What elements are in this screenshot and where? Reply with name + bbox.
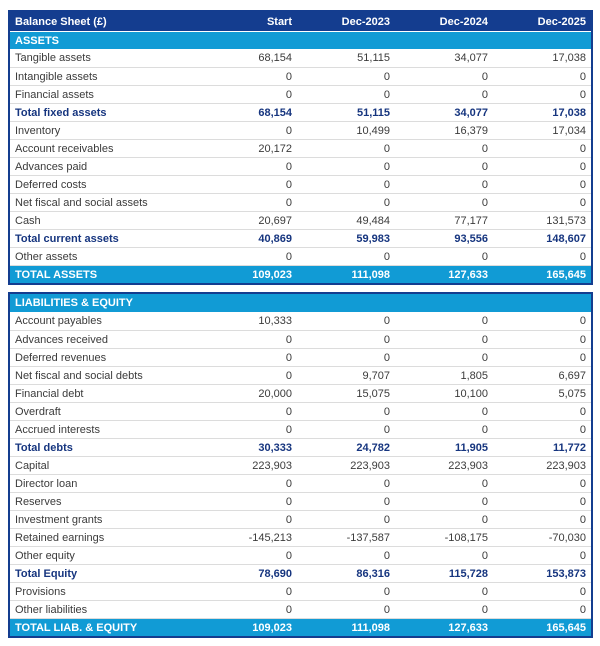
cell-value: 0: [383, 549, 390, 562]
section-title: LIABILITIES & EQUITY: [15, 297, 133, 309]
row-label: Net fiscal and social assets: [15, 196, 148, 209]
cell-value: 0: [383, 585, 390, 598]
section-title: ASSETS: [15, 34, 60, 47]
cell-value: 0: [579, 549, 586, 562]
row-label: Provisions: [15, 585, 66, 598]
cell-value: 0: [579, 477, 586, 490]
column-header-start: Start: [266, 15, 292, 28]
cell-value: 0: [383, 333, 390, 346]
row-label: Deferred revenues: [15, 351, 107, 364]
cell-value: 0: [579, 250, 586, 263]
cell-value: 17,038: [552, 106, 586, 119]
table-row-intangible-assets: [10, 67, 591, 85]
table-row-total-debts: [10, 438, 591, 456]
liabilities-equity-rows: [10, 312, 591, 636]
row-label: Intangible assets: [15, 70, 98, 83]
cell-value: 0: [285, 549, 292, 562]
cell-value: 111,098: [351, 621, 390, 634]
row-label: Financial debt: [15, 387, 84, 400]
cell-value: 51,115: [357, 52, 390, 64]
table-row-financial-assets: [10, 85, 591, 103]
row-label: Advances paid: [15, 160, 88, 173]
cell-value: 17,038: [552, 52, 586, 64]
cell-value: 165,645: [546, 268, 586, 281]
row-label: Cash: [15, 214, 41, 227]
cell-value: 0: [481, 315, 488, 327]
cell-value: 0: [285, 477, 292, 490]
cell-value: 17,034: [552, 124, 586, 137]
table-row-other-equity: [10, 546, 591, 564]
table-row-other-liabilities: [10, 600, 591, 618]
column-header-dec-2025: Dec-2025: [537, 15, 586, 28]
cell-value: 0: [481, 178, 488, 191]
table-row-cash: [10, 211, 591, 229]
cell-value: 0: [579, 513, 586, 526]
cell-value: 0: [285, 196, 292, 209]
cell-value: 68,154: [258, 106, 292, 119]
cell-value: 0: [285, 124, 292, 137]
cell-value: 0: [383, 315, 390, 327]
cell-value: 10,499: [356, 124, 390, 137]
table-row-investment-grants: [10, 510, 591, 528]
cell-value: 20,172: [258, 142, 292, 155]
row-label: Account payables: [15, 315, 102, 327]
cell-value: 0: [579, 160, 586, 173]
cell-value: 78,690: [258, 567, 292, 580]
row-label: Total debts: [15, 441, 73, 454]
cell-value: 0: [383, 603, 390, 616]
cell-value: 0: [383, 477, 390, 490]
row-label: Overdraft: [15, 405, 61, 418]
cell-value: 0: [383, 142, 390, 155]
cell-value: 11,905: [454, 441, 488, 454]
table-row-accrued-interests: [10, 420, 591, 438]
cell-value: -145,213: [248, 531, 292, 544]
cell-value: 49,484: [356, 214, 390, 227]
cell-value: 0: [285, 160, 292, 173]
cell-value: 148,607: [546, 232, 586, 245]
row-label: Tangible assets: [15, 52, 91, 64]
cell-value: 0: [285, 495, 292, 508]
section-header-assets: [10, 31, 591, 49]
cell-value: 0: [481, 585, 488, 598]
row-label: Advances received: [15, 333, 108, 346]
cell-value: 68,154: [258, 52, 292, 64]
cell-value: 0: [383, 423, 390, 436]
cell-value: 109,023: [252, 268, 292, 281]
cell-value: 9,707: [362, 369, 390, 382]
cell-value: 5,075: [558, 387, 586, 400]
row-label: TOTAL LIAB. & EQUITY: [15, 621, 138, 634]
cell-value: 40,869: [258, 232, 292, 245]
row-label: TOTAL ASSETS: [15, 268, 98, 281]
cell-value: 15,075: [356, 387, 390, 400]
row-label: Account receivables: [15, 142, 114, 155]
row-label: Total current assets: [15, 232, 119, 245]
cell-value: 0: [285, 88, 292, 101]
cell-value: 0: [481, 88, 488, 101]
cell-value: 115,728: [448, 567, 488, 580]
cell-value: 10,333: [258, 315, 292, 327]
cell-value: 20,697: [258, 214, 292, 227]
cell-value: 0: [285, 333, 292, 346]
row-label: Total Equity: [15, 567, 78, 580]
assets-rows: [10, 49, 591, 283]
cell-value: -108,175: [444, 531, 488, 544]
section-header-liabilities-equity: [10, 294, 591, 312]
row-label: Inventory: [15, 124, 61, 137]
table-row-other-assets: [10, 247, 591, 265]
cell-value: 0: [579, 585, 586, 598]
table-row-net-fiscal-and-social-assets: [10, 193, 591, 211]
cell-value: 223,903: [350, 459, 390, 472]
cell-value: 0: [481, 142, 488, 155]
cell-value: 153,873: [546, 567, 586, 580]
cell-value: 0: [481, 513, 488, 526]
cell-value: 77,177: [454, 214, 488, 227]
cell-value: 0: [383, 513, 390, 526]
cell-value: 223,903: [252, 459, 292, 472]
cell-value: 0: [579, 70, 586, 83]
cell-value: 11,772: [552, 441, 586, 454]
cell-value: 0: [579, 142, 586, 155]
cell-value: 6,697: [558, 369, 586, 382]
cell-value: 93,556: [454, 232, 488, 245]
cell-value: 34,077: [454, 52, 488, 64]
cell-value: 51,115: [356, 106, 390, 119]
cell-value: 0: [285, 405, 292, 418]
cell-value: 0: [285, 513, 292, 526]
cell-value: 0: [579, 178, 586, 191]
cell-value: 30,333: [258, 441, 292, 454]
cell-value: 0: [481, 351, 488, 364]
table-row-financial-debt: [10, 384, 591, 402]
row-label: Financial assets: [15, 88, 94, 101]
cell-value: 0: [579, 196, 586, 209]
table-row-retained-earnings: [10, 528, 591, 546]
cell-value: 1,805: [460, 369, 488, 382]
cell-value: 0: [579, 405, 586, 418]
cell-value: 0: [285, 603, 292, 616]
table-row-advances-received: [10, 330, 591, 348]
row-label: Other assets: [15, 250, 78, 263]
cell-value: 0: [383, 178, 390, 191]
row-label: Other equity: [15, 549, 75, 562]
cell-value: 131,573: [546, 214, 586, 227]
cell-value: 59,983: [356, 232, 390, 245]
cell-value: 0: [481, 333, 488, 346]
cell-value: 0: [285, 585, 292, 598]
cell-value: -137,587: [346, 531, 390, 544]
table-row-advances-paid: [10, 157, 591, 175]
cell-value: 0: [481, 495, 488, 508]
row-label: Retained earnings: [15, 531, 105, 544]
cell-value: 0: [579, 315, 586, 327]
table-row-total-assets: [10, 265, 591, 283]
cell-value: 223,903: [546, 459, 586, 472]
table-row-net-fiscal-and-social-debts: [10, 366, 591, 384]
cell-value: 0: [383, 351, 390, 364]
cell-value: 0: [383, 250, 390, 263]
cell-value: 0: [383, 405, 390, 418]
cell-value: 0: [579, 88, 586, 101]
table-row-account-payables: [10, 312, 591, 330]
cell-value: 34,077: [454, 106, 488, 119]
table-title: Balance Sheet (£): [15, 15, 107, 28]
cell-value: 0: [481, 549, 488, 562]
table-row-overdraft: [10, 402, 591, 420]
table-row-reserves: [10, 492, 591, 510]
cell-value: 0: [285, 178, 292, 191]
table-row-total-equity: [10, 564, 591, 582]
column-header-dec-2023: Dec-2023: [341, 15, 390, 28]
cell-value: 0: [481, 196, 488, 209]
cell-value: 0: [285, 423, 292, 436]
table-row-director-loan: [10, 474, 591, 492]
cell-value: 24,782: [356, 441, 390, 454]
cell-value: 0: [481, 250, 488, 263]
cell-value: 10,100: [454, 387, 488, 400]
table-row-total-fixed-assets: [10, 103, 591, 121]
row-label: Deferred costs: [15, 178, 87, 191]
cell-value: 223,903: [448, 459, 488, 472]
liabilities-equity-table: [8, 292, 593, 638]
table-row-provisions: [10, 582, 591, 600]
cell-value: 0: [383, 160, 390, 173]
cell-value: 86,316: [356, 567, 390, 580]
cell-value: -70,030: [548, 531, 586, 544]
cell-value: 0: [481, 405, 488, 418]
cell-value: 0: [579, 423, 586, 436]
table-row-inventory: [10, 121, 591, 139]
cell-value: 0: [383, 495, 390, 508]
cell-value: 0: [285, 70, 292, 83]
row-label: Investment grants: [15, 513, 103, 526]
cell-value: 0: [579, 603, 586, 616]
cell-value: 0: [383, 70, 390, 83]
cell-value: 20,000: [258, 387, 292, 400]
row-label: Net fiscal and social debts: [15, 369, 143, 382]
row-label: Other liabilities: [15, 603, 88, 616]
cell-value: 0: [481, 70, 488, 83]
cell-value: 0: [481, 423, 488, 436]
table-row-capital: [10, 456, 591, 474]
table-row-deferred-revenues: [10, 348, 591, 366]
row-label: Total fixed assets: [15, 106, 107, 119]
cell-value: 127,633: [448, 268, 488, 281]
cell-value: 16,379: [454, 124, 488, 137]
cell-value: 111,098: [351, 268, 390, 281]
cell-value: 0: [579, 351, 586, 364]
cell-value: 0: [383, 196, 390, 209]
cell-value: 109,023: [252, 621, 292, 634]
assets-table: [8, 10, 593, 285]
cell-value: 0: [285, 250, 292, 263]
cell-value: 0: [481, 477, 488, 490]
cell-value: 0: [285, 369, 292, 382]
column-header-dec-2024: Dec-2024: [439, 15, 488, 28]
row-label: Reserves: [15, 495, 62, 508]
cell-value: 0: [579, 333, 586, 346]
cell-value: 165,645: [546, 621, 586, 634]
table-header-row: [10, 12, 591, 31]
row-label: Director loan: [15, 477, 78, 490]
table-row-deferred-costs: [10, 175, 591, 193]
cell-value: 127,633: [448, 621, 488, 634]
row-label: Capital: [15, 459, 50, 472]
cell-value: 0: [285, 351, 292, 364]
table-row-total-liab-equity: [10, 618, 591, 636]
row-label: Accrued interests: [15, 423, 100, 436]
cell-value: 0: [481, 160, 488, 173]
table-row-account-receivables: [10, 139, 591, 157]
table-row-tangible-assets: [10, 49, 591, 67]
cell-value: 0: [579, 495, 586, 508]
balance-sheet: [8, 10, 593, 638]
cell-value: 0: [383, 88, 390, 101]
table-row-total-current-assets: [10, 229, 591, 247]
cell-value: 0: [481, 603, 488, 616]
